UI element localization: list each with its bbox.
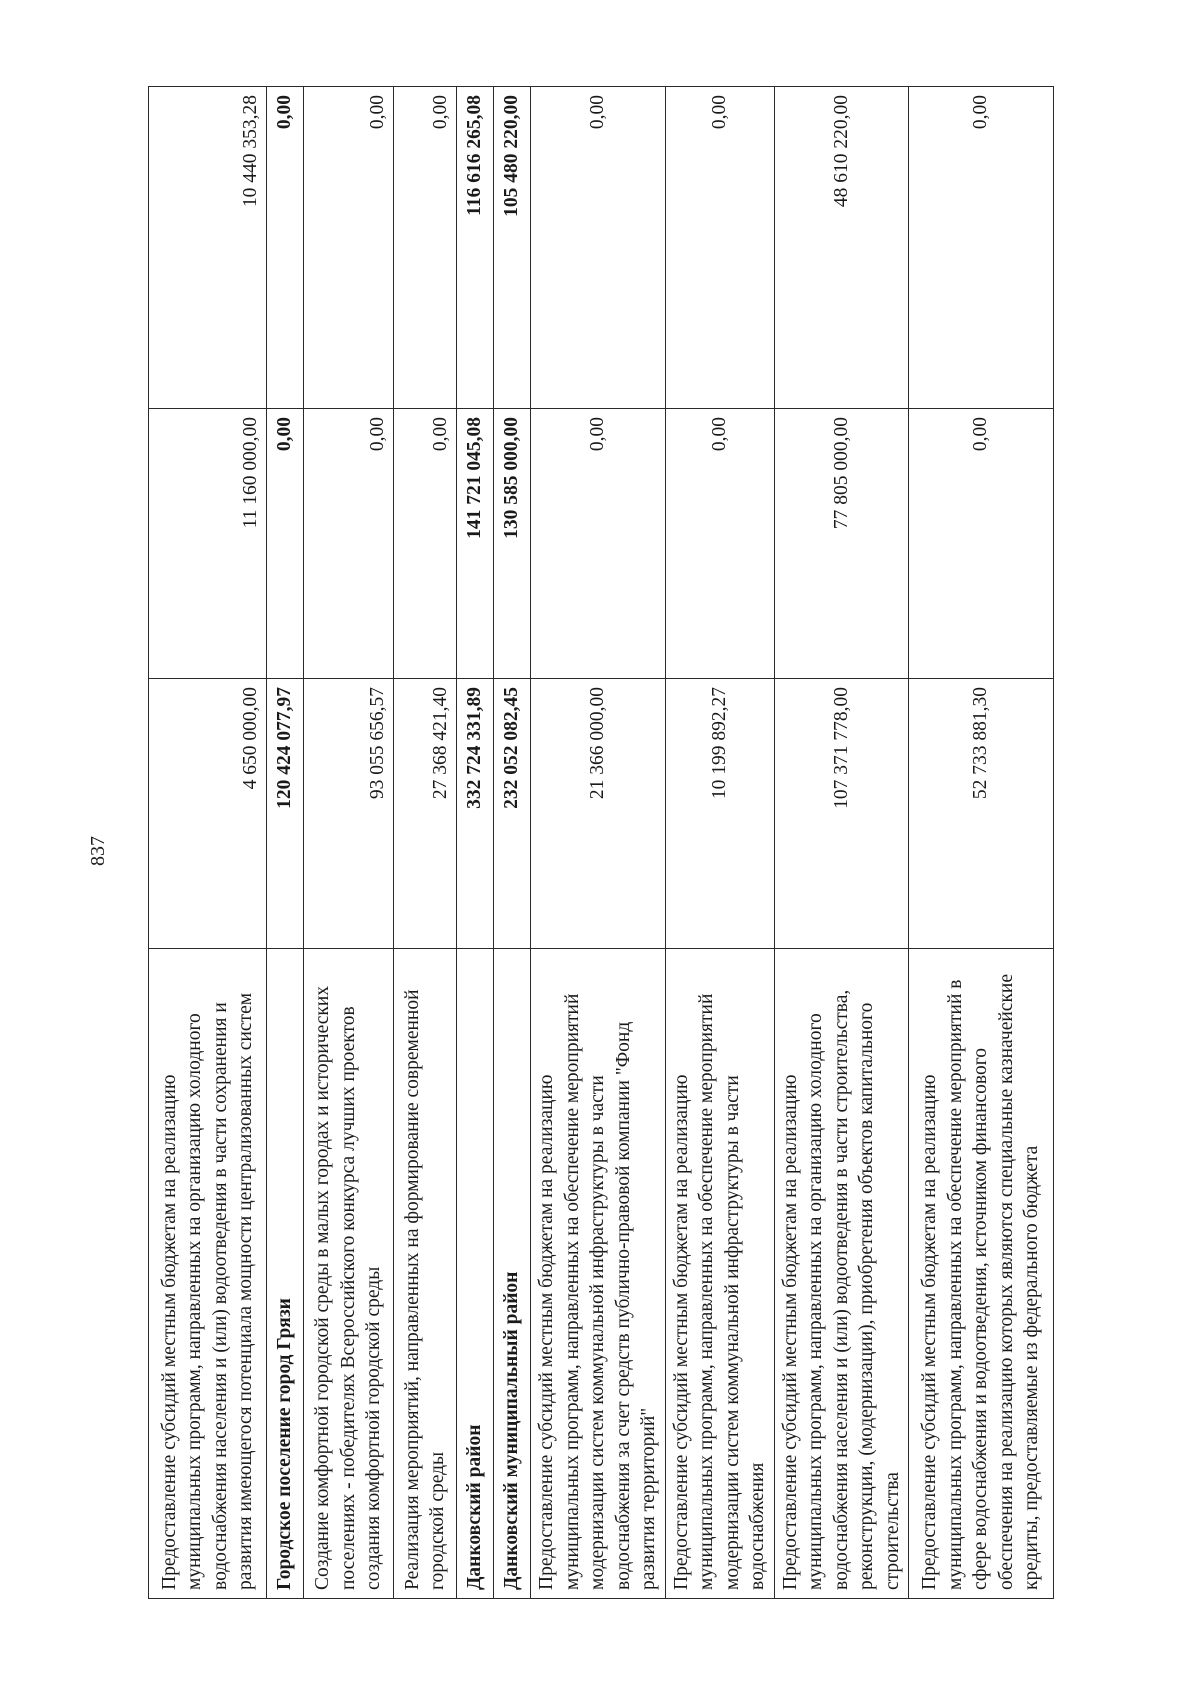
amount-1: 120 424 077,97 [267,679,304,949]
amount-2: 0,00 [304,409,394,679]
amount-3: 116 616 265,08 [457,87,494,409]
amount-2: 141 721 045,08 [457,409,494,679]
budget-table-container [148,87,1054,1599]
amount-3: 0,00 [304,87,394,409]
row-name: Предоставление субсидий местным бюджетам на реализацию муниципальных программ, направленных на организацию холодного водоснабжения населения и (или) водоотведения в части сохранения и развития имеющегося потенциала мощности централизованных систем [149,949,267,1599]
amount-1: 332 724 331,89 [457,679,494,949]
row-name: Предоставление субсидий местным бюджетам на реализацию муниципальных программ, направленных на обеспечение мероприятий модернизации систем коммунальной инфраструктуры в части водоснабжения за счет средств публично-правовой компании "Фонд развития территорий" [531,949,666,1599]
amount-2: 0,00 [531,409,666,679]
table-row-subtotal [494,87,531,1599]
amount-3: 105 480 220,00 [494,87,531,409]
amount-2: 0,00 [909,409,1054,679]
table-row-total [457,87,494,1599]
table-row [909,87,1054,1599]
row-name: Предоставление субсидий местным бюджетам на реализацию муниципальных программ, направленных на обеспечение мероприятий в сфере водоснабжения и водоотведения, источником финансового обеспечения на реализацию которых являются специальные казначейские кредиты, предоставляемые из федерального бюджета [909,949,1054,1599]
table-row [149,87,267,1599]
amount-2: 0,00 [665,409,774,679]
amount-2: 0,00 [394,409,457,679]
amount-1: 93 055 656,57 [304,679,394,949]
amount-1: 4 650 000,00 [149,679,267,949]
amount-1: 21 366 000,00 [531,679,666,949]
row-name: Создание комфортной городской среды в малых городах и исторических поселениях - победителях Всероссийского конкурса лучших проектов создания комфортной городской среды [304,949,394,1599]
amount-3: 0,00 [665,87,774,409]
row-name: Реализация мероприятий, направленных на формирование современной городской среды [394,949,457,1599]
amount-2: 130 585 000,00 [494,409,531,679]
amount-1: 107 371 778,00 [774,679,909,949]
budget-table [148,86,1054,1599]
row-name: Предоставление субсидий местным бюджетам на реализацию муниципальных программ, направленных на организацию холодного водоснабжения населения и (или) водоотведения в части строительства, реконструкции, (модернизации), приобретения объектов капитального строительства [774,949,909,1599]
row-name: Данковский муниципальный район [494,949,531,1599]
table-row [394,87,457,1599]
amount-2: 11 160 000,00 [149,409,267,679]
amount-1: 52 733 881,30 [909,679,1054,949]
row-name: Предоставление субсидий местным бюджетам на реализацию муниципальных программ, направленных на обеспечение мероприятий модернизации систем коммунальной инфраструктуры в части водоснабжения [665,949,774,1599]
amount-3: 10 440 353,28 [149,87,267,409]
rotated-table [148,87,1054,1599]
amount-1: 27 368 421,40 [394,679,457,949]
row-name: Данковский район [457,949,494,1599]
amount-2: 77 805 000,00 [774,409,909,679]
page-number: 837 [87,836,109,866]
table-row [665,87,774,1599]
table-row [774,87,909,1599]
table-row [304,87,394,1599]
amount-2: 0,00 [267,409,304,679]
amount-1: 232 052 082,45 [494,679,531,949]
amount-3: 0,00 [267,87,304,409]
amount-3: 0,00 [909,87,1054,409]
amount-3: 0,00 [394,87,457,409]
amount-3: 48 610 220,00 [774,87,909,409]
table-row-subtotal [267,87,304,1599]
row-name: Городское поселение город Грязи [267,949,304,1599]
table-row [531,87,666,1599]
amount-1: 10 199 892,27 [665,679,774,949]
amount-3: 0,00 [531,87,666,409]
